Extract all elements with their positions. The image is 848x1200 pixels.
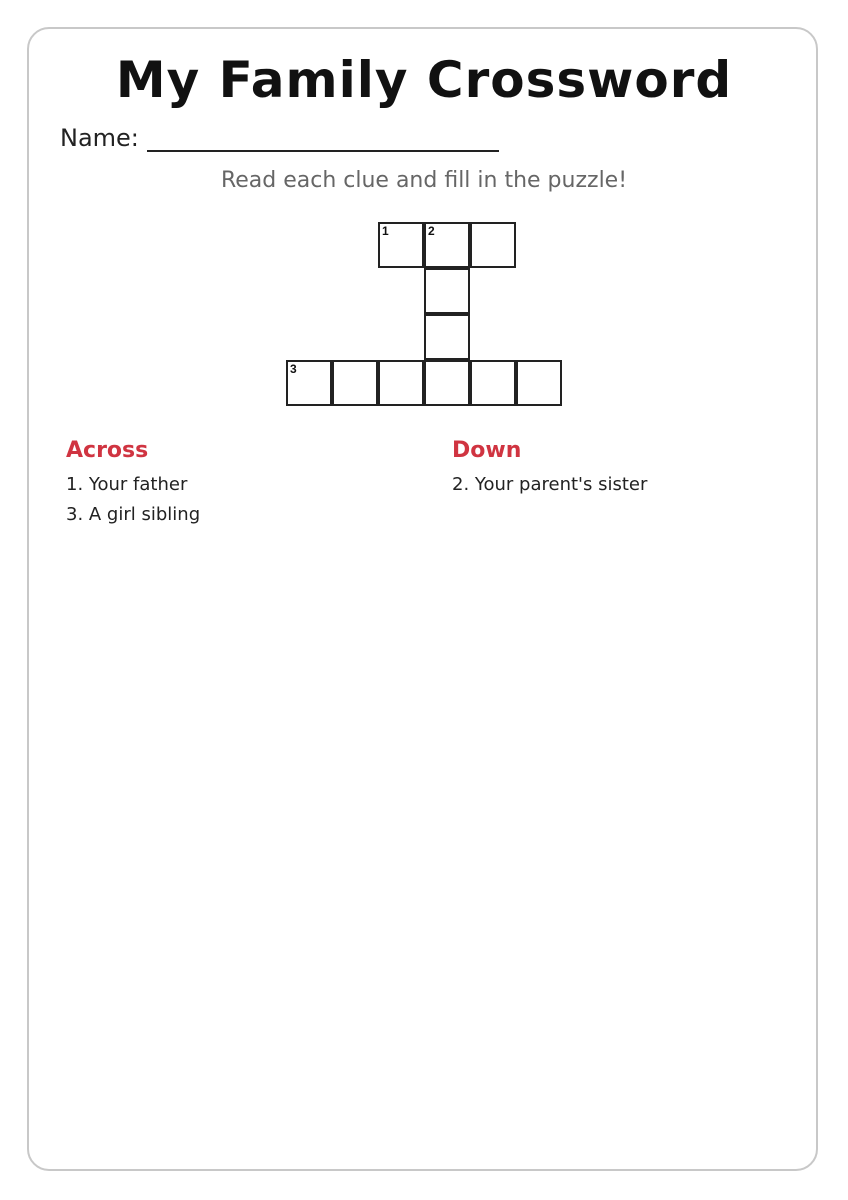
clue-number: 2	[428, 224, 435, 238]
clue-item: 3. A girl sibling	[66, 504, 201, 525]
crossword-cell[interactable]	[378, 222, 424, 268]
name-label: Name:	[60, 124, 139, 152]
across-heading: Across	[66, 438, 149, 463]
page-title: My Family Crossword	[115, 51, 733, 109]
crossword-cell[interactable]	[332, 360, 378, 406]
crossword-cell[interactable]	[424, 314, 470, 360]
crossword-cell[interactable]	[470, 360, 516, 406]
across-clues	[66, 436, 200, 530]
down-clues	[452, 436, 647, 500]
crossword-cell[interactable]	[286, 360, 332, 406]
clue-item: 2. Your parent's sister	[452, 474, 648, 495]
crossword-cell[interactable]	[424, 360, 470, 406]
crossword-cell[interactable]	[378, 360, 424, 406]
crossword-cell[interactable]	[516, 360, 562, 406]
crossword-cell[interactable]	[424, 268, 470, 314]
crossword-cell[interactable]	[470, 222, 516, 268]
clue-number: 3	[290, 362, 297, 376]
clue-number: 1	[382, 224, 389, 238]
instructions: Read each clue and fill in the puzzle!	[220, 168, 628, 193]
crossword-grid	[0, 0, 848, 420]
clue-item: 1. Your father	[66, 474, 188, 495]
down-heading: Down	[452, 438, 522, 463]
crossword-cell[interactable]	[424, 222, 470, 268]
